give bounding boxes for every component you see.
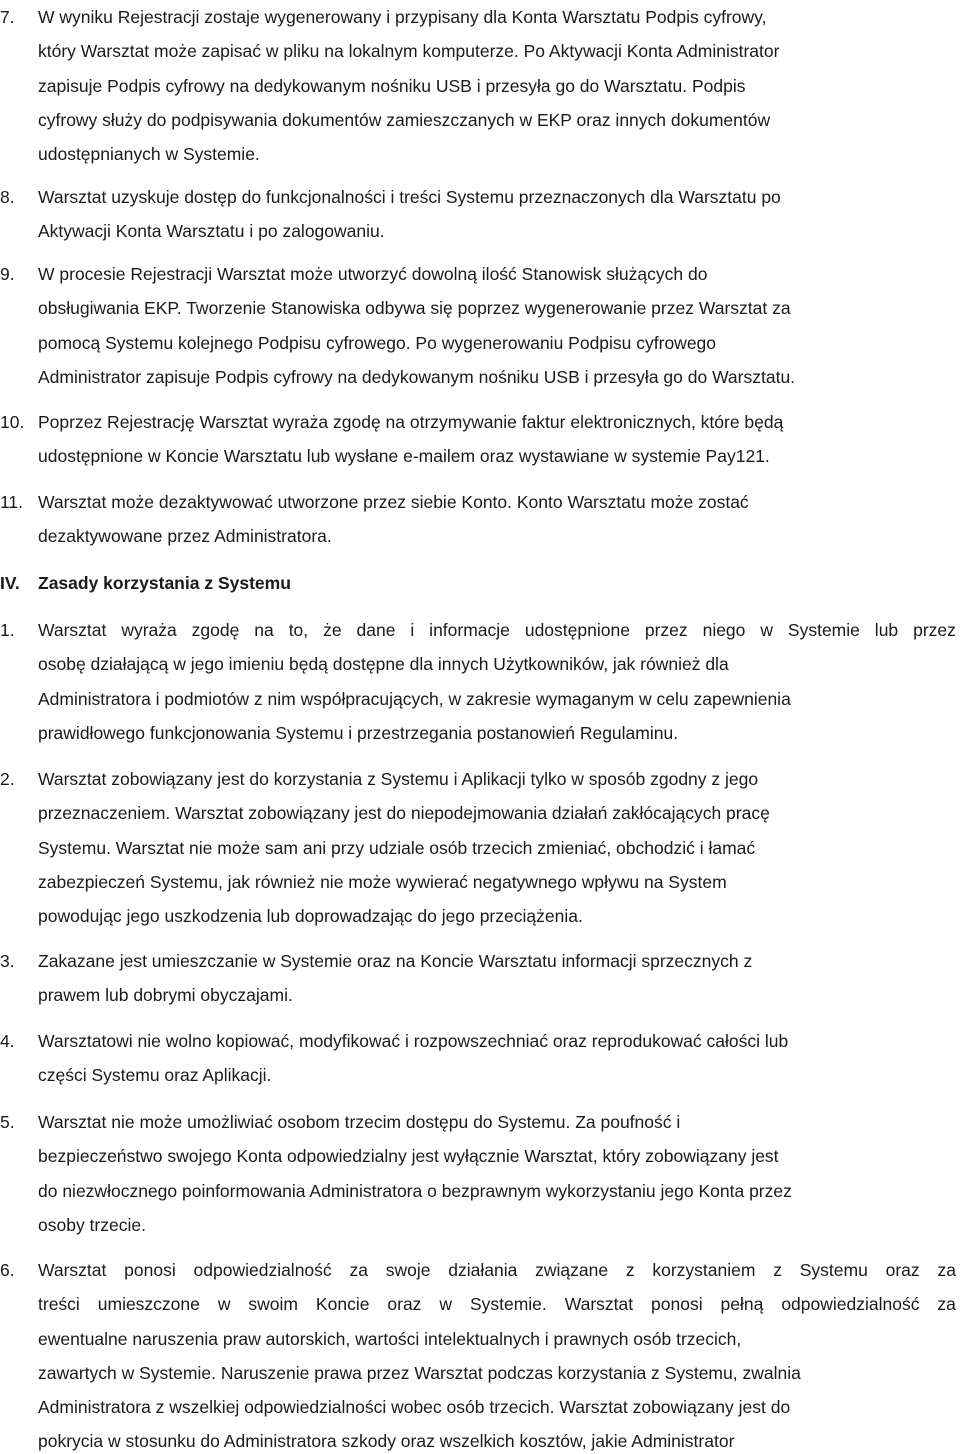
text-line: obsługiwania EKP. Tworzenie Stanowiska odbywa się poprzez wygenerowanie przez Warsztat za — [38, 298, 791, 319]
section-title-wrap — [38, 566, 956, 600]
text-line: części Systemu oraz Aplikacji. — [38, 1065, 272, 1086]
text-line: do niezwłocznego poinformowania Administratora o bezprawnym wykorzystaniu jego Konta przez — [38, 1180, 792, 1201]
text-line: Administratora i podmiotów z nim współpracujących, w zakresie wymaganym w celu zapewnienia — [38, 688, 791, 709]
text-line: osobę działającą w jego imieniu będą dostępne dla innych Użytkowników, jak również dla — [38, 654, 729, 675]
text-line: osoby trzecie. — [38, 1214, 146, 1235]
text-line: powodując jego uszkodzenia lub doprowadzając do jego przeciążenia. — [38, 906, 583, 927]
text-line: pomocą Systemu kolejnego Podpisu cyfrowego. Po wygenerowaniu Podpisu cyfrowego — [38, 332, 717, 353]
text-line: Warsztat uzyskuje dostęp do funkcjonalności i treści Systemu przeznaczonych dla Warsztatu po — [38, 187, 781, 207]
item-text — [38, 1024, 956, 1093]
item-number: 1. — [0, 620, 15, 640]
text-line: Aktywacji Konta Warsztatu i po zalogowaniu. — [38, 221, 385, 242]
item-number: 5. — [0, 1112, 15, 1132]
text-line: Systemu. Warsztat nie może sam ani przy udziale osób trzecich zmieniać, obchodzić i łamać — [38, 837, 756, 858]
item-number: 3. — [0, 951, 15, 971]
text-line: ewentualne naruszenia praw autorskich, wartości intelektualnych i prawnych osób trzecich, — [38, 1328, 742, 1349]
text-line: zapisuje Podpis cyfrowy na dedykowanym nośniku USB i przesyła go do Warsztatu. Podpis — [38, 75, 746, 96]
text-line: udostępnione w Koncie Warsztatu lub wysłane e-mailem oraz wystawiane w systemie Pay121. — [38, 446, 770, 467]
item-number: 11. — [0, 492, 24, 512]
item-text — [38, 613, 956, 750]
item-number: 10. — [0, 412, 25, 432]
item-number: 2. — [0, 769, 15, 789]
section-number: IV. — [0, 573, 20, 593]
text-line: W wyniku Rejestracji zostaje wygenerowany i przypisany dla Konta Warsztatu Podpis cyfrowy, — [38, 7, 767, 27]
text-line: Administrator zapisuje Podpis cyfrowy na dedykowanym nośniku USB i przesyła go do Warsztatu. — [38, 366, 796, 387]
item-number: 7. — [0, 7, 15, 27]
item-number: 6. — [0, 1260, 15, 1280]
text-line: treści umieszczone w swoim Koncie oraz w Systemie. Warsztat ponosi pełną odpowiedzialność za — [38, 1294, 956, 1315]
item-text — [38, 762, 956, 933]
text-line: Warsztatowi nie wolno kopiować, modyfikować i rozpowszechniać oraz reprodukować całości lub — [38, 1031, 789, 1051]
text-line: zabezpieczeń Systemu, jak również nie może wywierać negatywnego wpływu na System — [38, 871, 727, 892]
text-line: Poprzez Rejestrację Warsztat wyraża zgodę na otrzymywanie faktur elektronicznych, które będą — [38, 412, 784, 432]
text-line: Warsztat zobowiązany jest do korzystania z Systemu i Aplikacji tylko w sposób zgodny z jego — [38, 769, 759, 789]
section-title: Zasady korzystania z Systemu — [38, 573, 291, 593]
text-line: pokrycia w stosunku do Administratora szkody oraz wszelkich kosztów, jakie Administrator — [38, 1431, 735, 1452]
item-text — [38, 1105, 956, 1242]
text-line: dezaktywowane przez Administratora. — [38, 526, 332, 547]
text-line: Warsztat ponosi odpowiedzialność za swoje działania związane z korzystaniem z Systemu oraz za — [38, 1260, 956, 1280]
item-number: 8. — [0, 187, 15, 207]
text-line: przeznaczeniem. Warsztat zobowiązany jest do niepodejmowania działań zakłócających pracę — [38, 803, 770, 824]
item-text — [38, 405, 956, 474]
text-line: W procesie Rejestracji Warsztat może utworzyć dowolną ilość Stanowisk służących do — [38, 264, 708, 284]
text-line: zawartych w Systemie. Naruszenie prawa przez Warsztat podczas korzystania z Systemu, zwalnia — [38, 1362, 801, 1383]
text-line: który Warsztat może zapisać w pliku na lokalnym komputerze. Po Aktywacji Konta Administrator — [38, 41, 780, 62]
text-line: Warsztat może dezaktywować utworzone przez siebie Konto. Konto Warsztatu może zostać — [38, 492, 749, 512]
text-line: Warsztat nie może umożliwiać osobom trzecim dostępu do Systemu. Za poufność i — [38, 1112, 681, 1132]
item-number: 9. — [0, 264, 15, 284]
text-line: prawidłowego funkcjonowania Systemu i przestrzegania postanowień Regulaminu. — [38, 722, 679, 743]
text-line: prawem lub dobrymi obyczajami. — [38, 985, 293, 1006]
item-text — [38, 485, 956, 554]
text-line: Administratora z wszelkiej odpowiedzialności wobec osób trzecich. Warsztat zobowiązany jest do — [38, 1397, 791, 1418]
text-line: udostępnianych w Systemie. — [38, 144, 260, 165]
text-line: bezpieczeństwo swojego Konta odpowiedzialny jest wyłącznie Warsztat, który zobowiązany jest — [38, 1146, 779, 1167]
item-text — [38, 944, 956, 1013]
item-number: 4. — [0, 1031, 15, 1051]
text-line: Zakazane jest umieszczanie w Systemie oraz na Koncie Warsztatu informacji sprzecznych z — [38, 951, 753, 971]
item-text — [38, 1253, 956, 1454]
text-line: Warsztat wyraża zgodę na to, że dane i informacje udostępnione przez niego w Systemie lub przez — [38, 620, 956, 640]
item-text — [38, 0, 956, 171]
item-text — [38, 180, 956, 249]
text-line: cyfrowy służy do podpisywania dokumentów zamieszczanych w EKP oraz innych dokumentów — [38, 109, 771, 130]
item-text — [38, 257, 956, 394]
